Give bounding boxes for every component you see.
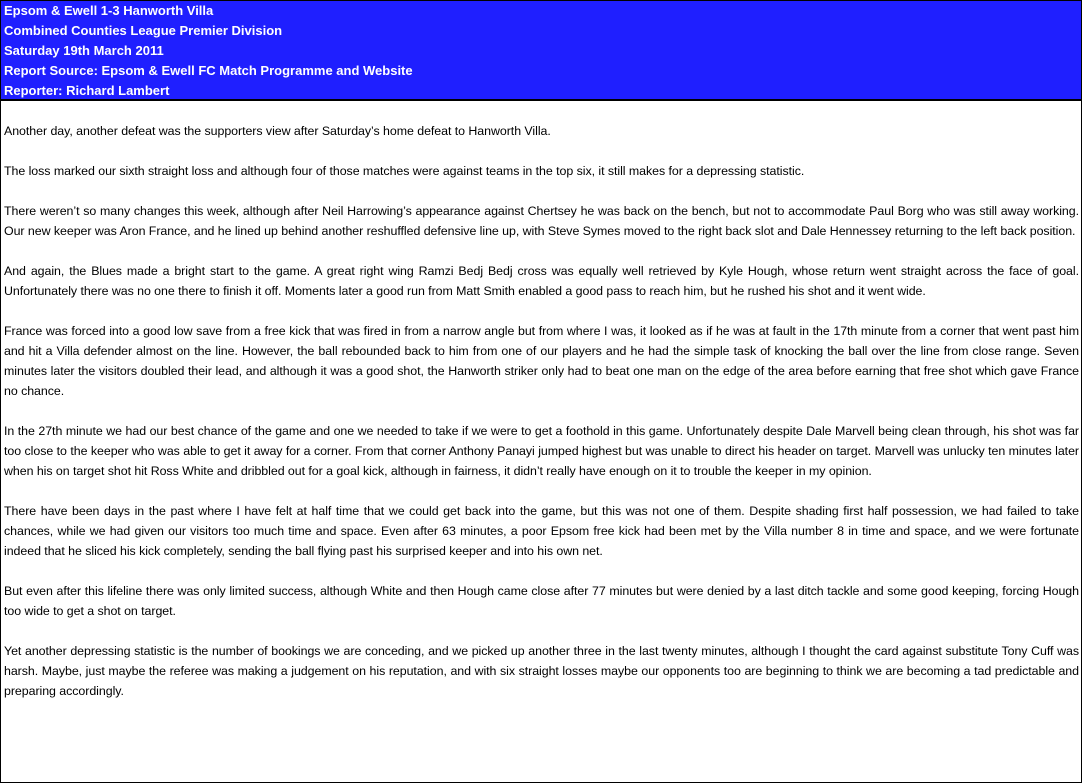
report-paragraph: There have been days in the past where I have felt at half time that we could get back into the game, but this was not one of them. Despite shading first half possession, we had failed to take chances, while we had given our visitors too much time and space. Even after 63 minutes, a poor Epsom free kick had been met by the Villa number 8 in time and space, and we were fortunate indeed that he sliced his kick completely, sending the ball flying past his surprised keeper and into his own net.: [4, 504, 1079, 558]
report-paragraph: There weren’t so many changes this week, although after Neil Harrowing’s appearance against Chertsey he was back on the bench, but not to accommodate Paul Borg who was still away working. Our new keeper was Aron France, and he lined up behind another reshuffled defensive line up, with Steve Symes moved to the right back slot and Dale Hennessey returning to the left back position.: [4, 204, 1079, 238]
report-paragraph: And again, the Blues made a bright start to the game. A great right wing Ramzi Bedj Bedj cross was equally well retrieved by Kyle Hough, whose return went straight across the face of goal. Unfortunately there was no one there to finish it off. Moments later a good run from Matt Smith enabled a good pass to reach him, but he rushed his shot and it went wide.: [4, 264, 1079, 298]
competition-name: Combined Counties League Premier Division: [4, 23, 283, 38]
match-date: Saturday 19th March 2011: [4, 43, 164, 58]
report-paragraph: France was forced into a good low save from a free kick that was fired in from a narrow angle but from where I was, it looked as if he was at fault in the 17th minute from a corner that went past him and hit a Villa defender almost on the line. However, the ball rebounded back to him from one of our players and he had the simple task of knocking the ball over the line from close range. Seven minutes later the visitors doubled their lead, and although it was a good shot, the Hanworth striker only had to beat one man on the edge of the area before earning that free shot which gave France no chance.: [4, 324, 1079, 398]
report-paragraph: Yet another depressing statistic is the number of bookings we are conceding, and we picked up another three in the last twenty minutes, although I thought the card against substitute Tony Cuff was harsh. Maybe, just maybe the referee was making a judgement on his reputation, and with six straight losses maybe our opponents too are beginning to think we are becoming a tad predictable and preparing accordingly.: [4, 644, 1079, 698]
reporter-name: Reporter: Richard Lambert: [4, 83, 170, 98]
report-paragraph: But even after this lifeline there was only limited success, although White and then Hough came close after 77 minutes but were denied by a last ditch tackle and some good keeping, forcing Hough too wide to get a shot on target.: [4, 584, 1079, 618]
match-title: Epsom & Ewell 1-3 Hanworth Villa: [4, 3, 214, 18]
report-paragraph: The loss marked our sixth straight loss and although four of those matches were against teams in the top six, it still makes for a depressing statistic.: [4, 164, 805, 178]
report-paragraph: Another day, another defeat was the supporters view after Saturday’s home defeat to Hanworth Villa.: [4, 124, 551, 138]
report-header: [1, 1, 1081, 101]
report-body: [1, 101, 1081, 701]
report-paragraph: In the 27th minute we had our best chance of the game and one we needed to take if we were to get a foothold in this game. Unfortunately despite Dale Marvell being clean through, his shot was far too close to the keeper who was able to get it away for a corner. From that corner Anthony Panayi jumped highest but was unable to direct his header on target. Marvell was unlucky ten minutes later when his on target shot hit Ross White and dribbled out for a goal kick, although in fairness, it didn’t really have enough on it to trouble the keeper in my opinion.: [4, 424, 1079, 478]
report-source: Report Source: Epsom & Ewell FC Match Programme and Website: [4, 63, 413, 78]
